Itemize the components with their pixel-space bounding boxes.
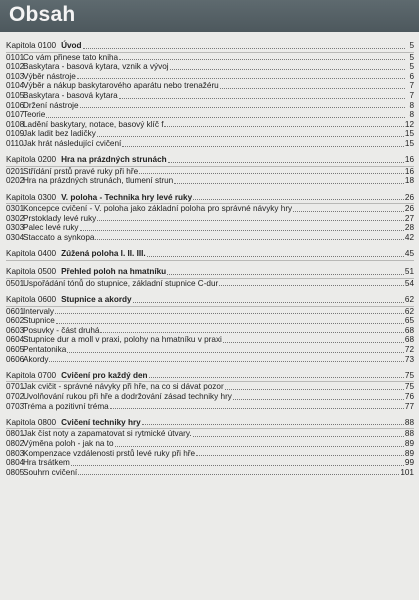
entry-number: 0107 [6, 110, 25, 120]
entry-number: 0606 [6, 354, 25, 364]
entry-number: 0301 [6, 204, 25, 214]
chapter-title: Hra na prázdných strunách [61, 155, 167, 165]
entry-page: 42 [404, 232, 414, 242]
entry-number: 0701 [6, 382, 25, 392]
entry-text: Baskytara - basová kytara, vznik a vývoj [23, 62, 169, 72]
entry-page: 89 [404, 438, 414, 448]
entry-page: 77 [404, 401, 414, 411]
chapter-title: Zúžená poloha I. II. III. [61, 249, 146, 259]
entry-number: 0604 [6, 335, 25, 345]
toc-entry[interactable] [6, 439, 414, 449]
chapter-page: 26 [404, 192, 414, 202]
entry-number: 0702 [6, 391, 25, 401]
entry-page: 88 [404, 429, 414, 439]
entry-page: 68 [404, 335, 414, 345]
chapter-label: Kapitola 0500 [6, 267, 57, 277]
toc-entry[interactable] [6, 167, 414, 177]
toc-entry[interactable] [6, 214, 414, 224]
chapter-label: Kapitola 0800 [6, 417, 57, 427]
entry-page: 28 [404, 223, 414, 233]
dot-leader [56, 323, 404, 324]
entry-text: Stupnice [23, 316, 55, 326]
entry-number: 0304 [6, 232, 25, 242]
toc-entry[interactable] [6, 62, 414, 72]
entry-text: Jak číst noty a zapamatovat si rytmické útvary. [23, 429, 192, 439]
chapter-title: Cvičení pro každý den [61, 370, 148, 380]
toc-entry[interactable] [6, 468, 414, 478]
entry-page: 72 [404, 345, 414, 354]
chapter-label: Kapitola 0100 [6, 41, 57, 50]
chapter-page: 51 [404, 267, 414, 277]
entry-page: 68 [404, 325, 414, 335]
entry-page: 75 [404, 382, 414, 392]
toc-entry[interactable] [6, 91, 414, 101]
entry-text: Staccato a synkopa [23, 232, 95, 242]
chapter-label: Kapitola 0300 [6, 192, 57, 202]
dot-leader [55, 313, 404, 314]
entry-number: 0302 [6, 213, 25, 223]
table-of-contents [6, 41, 414, 477]
entry-number: 0103 [6, 71, 25, 81]
dot-leader [193, 199, 404, 200]
dot-leader [119, 59, 405, 60]
entry-page: 15 [404, 138, 414, 148]
dot-leader [225, 389, 404, 390]
entry-text: Střídání prstů pravé ruky při hře [23, 166, 139, 176]
dot-leader [223, 342, 404, 343]
dot-leader [115, 446, 404, 447]
toc-entry[interactable] [6, 81, 414, 91]
dot-leader [133, 302, 404, 303]
entry-number: 0110 [6, 138, 24, 148]
dot-leader [122, 146, 404, 147]
entry-page: 7 [409, 90, 414, 100]
dot-leader [46, 117, 405, 118]
entry-page: 89 [404, 448, 414, 458]
entry-number: 0104 [6, 81, 25, 91]
entry-page: 27 [404, 213, 414, 223]
entry-text: Ladění baskytary, notace, basový klíč f [23, 119, 164, 129]
toc-entry[interactable] [6, 402, 414, 412]
entry-page: 7 [409, 81, 414, 91]
entry-text: Uspořádání tónů do stupnice, základní stupnice C-dur [23, 278, 219, 288]
entry-page: 101 [400, 467, 414, 477]
dot-leader [168, 162, 404, 163]
entry-text: Tréma a pozitivní tréma [23, 401, 109, 411]
entry-number: 0703 [6, 401, 25, 411]
entry-text: Jak hrát následující cvičení [23, 138, 122, 148]
dot-leader [170, 69, 405, 70]
dot-leader [142, 424, 404, 425]
toc-entry[interactable] [6, 345, 414, 355]
entry-number: 0603 [6, 325, 25, 335]
chapter-row[interactable] [6, 155, 414, 165]
entry-text: Akordy [23, 354, 49, 364]
entry-page: 76 [404, 391, 414, 401]
chapter-label: Kapitola 0400 [6, 249, 57, 259]
dot-leader [147, 256, 404, 257]
chapter-page: 88 [404, 417, 414, 427]
entry-text: Hra na prázdných strunách, tlumení strun [23, 176, 174, 186]
entry-number: 0601 [6, 306, 25, 316]
entry-page: 15 [404, 129, 414, 139]
toc-entry[interactable] [6, 204, 414, 214]
dot-leader [49, 361, 403, 362]
chapter-label: Kapitola 0600 [6, 295, 57, 305]
toc-entry[interactable] [6, 53, 414, 63]
entry-page: 12 [404, 119, 414, 129]
entry-number: 0303 [6, 223, 25, 233]
dot-leader [83, 48, 405, 49]
header-bar [0, 0, 419, 32]
entry-page: 65 [404, 316, 414, 326]
dot-leader [196, 455, 404, 456]
toc-entry[interactable] [6, 139, 414, 149]
chapter-row[interactable] [6, 249, 414, 259]
entry-number: 0605 [6, 345, 25, 354]
entry-page: 8 [409, 110, 414, 120]
chapter-page: 45 [404, 249, 414, 259]
entry-number: 0802 [6, 438, 25, 448]
dot-leader [97, 136, 404, 137]
chapter-page: 16 [404, 155, 414, 165]
chapter-title: Přehled poloh na hmatníku [61, 267, 167, 277]
chapter-label: Kapitola 0700 [6, 370, 57, 380]
toc-entry[interactable] [6, 279, 414, 289]
toc-entry[interactable] [6, 101, 414, 111]
dot-leader [149, 377, 404, 378]
toc-entry[interactable] [6, 72, 414, 82]
toc-entry[interactable] [6, 120, 414, 130]
entry-page: 26 [404, 204, 414, 214]
toc-entry[interactable] [6, 176, 414, 186]
toc-entry[interactable] [6, 392, 414, 402]
entry-text: Jak cvičit - správné návyky při hře, na co si dávat pozor [23, 382, 224, 392]
dot-leader [167, 274, 404, 275]
entry-text: Co vám přinese tato kniha [23, 52, 119, 62]
toc-entry[interactable] [6, 335, 414, 345]
entry-number: 0101 [6, 52, 25, 62]
entry-text: Uvolňování rukou při hře a dodržování zásad techniky hry [23, 391, 232, 401]
entry-page: 18 [404, 176, 414, 186]
entry-text: Intervaly [23, 306, 54, 316]
page-title: Obsah [9, 3, 76, 26]
toc-entry[interactable] [6, 429, 414, 439]
dot-leader [164, 126, 403, 127]
dot-leader [100, 332, 403, 333]
chapter-page: 62 [404, 295, 414, 305]
dot-leader [119, 98, 405, 99]
toc-entry[interactable] [6, 382, 414, 392]
entry-number: 0501 [6, 278, 25, 288]
entry-text: Posuvky - část druhá [23, 325, 100, 335]
dot-leader [95, 239, 403, 240]
chapter-divider [6, 260, 414, 261]
chapter-page: 75 [404, 370, 414, 380]
entry-text: Hra trsátkem [23, 458, 70, 468]
entry-number: 0805 [6, 467, 25, 477]
chapter-title: Úvod [61, 41, 82, 50]
entry-page: 73 [404, 354, 414, 364]
chapter-title: Stupnice a akordy [61, 295, 132, 305]
entry-page: 16 [404, 166, 414, 176]
dot-leader [67, 352, 404, 353]
dot-leader [219, 285, 404, 286]
entry-text: Výměna poloh - jak na to [23, 438, 114, 448]
toc-entry[interactable] [6, 307, 414, 317]
dot-leader [97, 220, 404, 221]
entry-number: 0106 [6, 100, 25, 110]
chapter-row[interactable] [6, 267, 414, 277]
dot-leader [293, 211, 404, 212]
dot-leader [220, 88, 405, 89]
entry-page: 5 [409, 62, 414, 72]
entry-number: 0201 [6, 166, 25, 176]
toc-entry[interactable] [6, 223, 414, 233]
entry-number: 0102 [6, 62, 25, 72]
dot-leader [174, 183, 404, 184]
toc-entry[interactable] [6, 326, 414, 336]
toc-entry[interactable] [6, 355, 414, 365]
dot-leader [71, 465, 404, 466]
dot-leader [139, 173, 404, 174]
entry-text: Pentatonika [23, 345, 67, 354]
entry-page: 6 [409, 71, 414, 81]
chapter-row[interactable] [6, 418, 414, 428]
entry-text: Prstoklady levé ruky [23, 213, 97, 223]
toc-entry[interactable] [6, 129, 414, 139]
entry-page: 8 [409, 100, 414, 110]
entry-number: 0801 [6, 429, 25, 439]
dot-leader [110, 408, 404, 409]
entry-number: 0108 [6, 119, 25, 129]
chapter-page: 5 [409, 41, 414, 50]
dot-leader [233, 399, 404, 400]
chapter-row[interactable] [6, 193, 414, 203]
toc-entry[interactable] [6, 110, 414, 120]
entry-number: 0602 [6, 316, 25, 326]
entry-text: Baskytara - basová kytara [23, 90, 118, 100]
entry-page: 5 [409, 52, 414, 62]
entry-text: Teorie [23, 110, 46, 120]
toc-entry[interactable] [6, 458, 414, 468]
entry-page: 62 [404, 306, 414, 316]
entry-page: 99 [404, 458, 414, 468]
dot-leader [80, 107, 405, 108]
chapter-row[interactable] [6, 41, 414, 51]
toc-entry[interactable] [6, 233, 414, 243]
entry-text: Palec levé ruky [23, 223, 79, 233]
entry-number: 0804 [6, 458, 25, 468]
entry-text: Souhrn cvičení [23, 467, 78, 477]
chapter-title: Cvičení techniky hry [61, 417, 141, 427]
entry-text: Stupnice dur a moll v praxi, polohy na hmatníku v praxi [23, 335, 222, 345]
dot-leader [77, 78, 405, 79]
entry-number: 0109 [6, 129, 25, 139]
chapter-title: V. poloha - Technika hry levé ruky [61, 192, 193, 202]
dot-leader [193, 436, 404, 437]
entry-text: Kompenzace vzdálenosti prstů levé ruky při hře [23, 448, 196, 458]
entry-text: Jak ladit bez ladičky [23, 129, 96, 139]
toc-entry[interactable] [6, 316, 414, 326]
chapter-row[interactable] [6, 371, 414, 381]
chapter-row[interactable] [6, 295, 414, 305]
entry-number: 0803 [6, 448, 25, 458]
entry-text: Koncepce cvičení - V. poloha jako základní poloha pro správné návyky hry [23, 204, 293, 214]
entry-text: Výběr nástroje [23, 71, 76, 81]
toc-entry[interactable] [6, 449, 414, 459]
chapter-label: Kapitola 0200 [6, 155, 57, 165]
entry-text: Držení nástroje [23, 100, 79, 110]
entry-page: 54 [404, 278, 414, 288]
dot-leader [78, 474, 399, 475]
dot-leader [80, 230, 404, 231]
entry-number: 0105 [6, 90, 25, 100]
entry-number: 0202 [6, 176, 25, 186]
entry-text: Výběr a nákup baskytarového aparátu nebo trenažéru [23, 81, 219, 91]
